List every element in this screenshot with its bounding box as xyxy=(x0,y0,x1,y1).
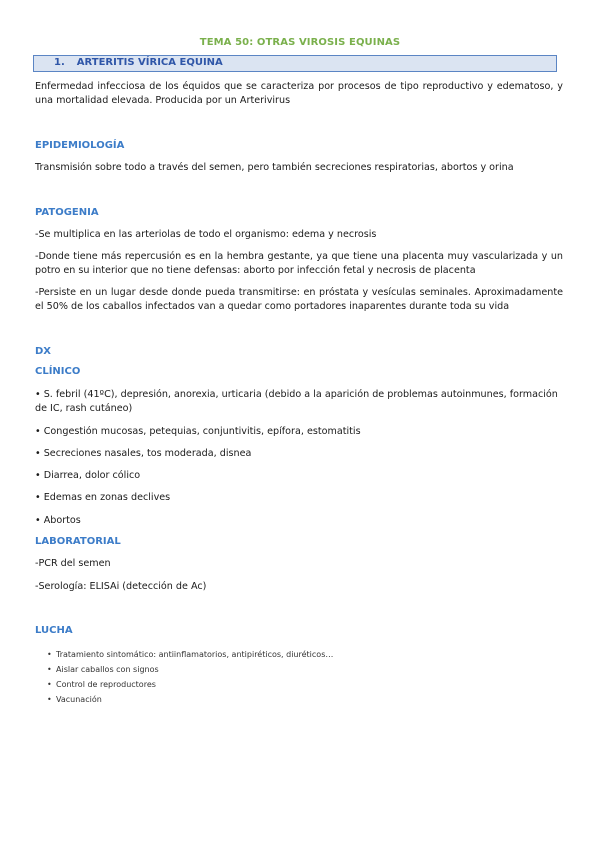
clinico-item: • S. febril (41ºC), depresión, anorexia, urticaria (debido a la aparición de problemas autoinmunes, formación de IC, rash cutáneo) xyxy=(35,389,558,414)
heading-patogenia: PATOGENIA xyxy=(35,207,99,218)
heading-epidemiologia: EPIDEMIOLOGÍA xyxy=(35,140,125,151)
laboratorial-item: -Serología: ELISAi (detección de Ac) xyxy=(35,581,207,592)
clinico-item: • Congestión mucosas, petequias, conjuntivitis, epífora, estomatitis xyxy=(35,426,361,437)
bullet-icon: • xyxy=(47,695,52,704)
lucha-item: • Vacunación xyxy=(47,695,102,704)
bullet-icon: • xyxy=(47,650,52,659)
lucha-item: • Aislar caballos con signos xyxy=(47,665,159,674)
bullet-icon: • xyxy=(47,665,52,674)
clinico-item: • Diarrea, dolor cólico xyxy=(35,470,141,481)
bullet-icon: • xyxy=(47,680,52,689)
epidemiologia-text: Transmisión sobre todo a través del semen, pero también secreciones respiratorias, abortos y orina xyxy=(35,162,514,173)
page-title: TEMA 50: OTRAS VIROSIS EQUINAS xyxy=(199,37,401,48)
section-header xyxy=(54,57,223,68)
clinico-item: • Edemas en zonas declives xyxy=(35,492,171,503)
clinico-item: • Abortos xyxy=(35,515,81,526)
intro-paragraph: Enfermedad infecciosa de los équidos que se caracteriza por procesos de tipo reproductivo y edematoso, y una mortalidad elevada. Producida por un Arterivirus xyxy=(35,81,563,106)
laboratorial-item: -PCR del semen xyxy=(35,558,111,569)
section-label: ARTERITIS VÍRICA EQUINA xyxy=(76,57,223,68)
lucha-item: • Tratamiento sintomático: antiinflamatorios, antipiréticos, diuréticos… xyxy=(47,650,334,659)
patogenia-p1: -Se multiplica en las arteriolas de todo el organismo: edema y necrosis xyxy=(35,229,377,240)
patogenia-p3: -Persiste en un lugar desde donde pueda transmitirse: en próstata y vesículas seminales. Aproximadamente el 50% de los caballos infectados van a quedar como portadores inaparentes durante toda su vida xyxy=(35,287,563,312)
heading-dx: DX xyxy=(35,346,52,357)
clinico-item: • Secreciones nasales, tos moderada, disnea xyxy=(35,448,252,459)
heading-laboratorial: LABORATORIAL xyxy=(35,536,121,547)
patogenia-p2: -Donde tiene más repercusión es en la hembra gestante, ya que tiene una placenta muy vascularizada y un potro en su interior que no tiene defensas: aborto por infección fetal y necrosis de placenta xyxy=(35,251,563,276)
heading-clinico: CLÍNICO xyxy=(35,366,81,377)
lucha-item: • Control de reproductores xyxy=(47,680,156,689)
section-number: 1. xyxy=(54,57,65,68)
heading-lucha: LUCHA xyxy=(35,625,73,636)
